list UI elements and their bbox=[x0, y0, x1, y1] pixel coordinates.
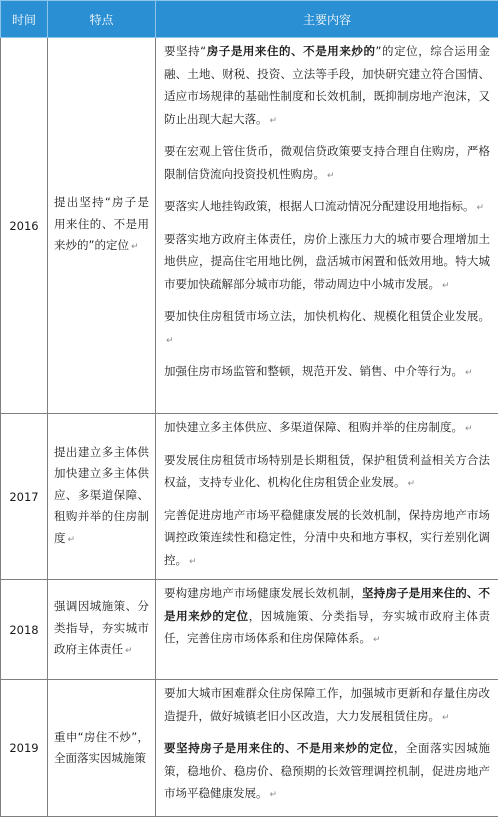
para-text: 要在宏观上管住货币，微观信贷政策要支持合理自住购房，严格限制信贷流向投资投机性购房。 bbox=[164, 144, 490, 181]
feature-cell bbox=[48, 680, 156, 817]
feature-text: 提出建立多主体供加快建立多主体供应、多渠道保障、租购并举的住房制度 bbox=[54, 445, 149, 545]
content-paragraph bbox=[156, 580, 498, 658]
return-mark-icon: ↵ bbox=[408, 479, 416, 489]
feature-text: 重申“房住不炒”，全面落实因城施策 bbox=[54, 730, 149, 766]
para-text: 要加快住房租赁市场立法，加快机构化、规模化租赁企业发展。 bbox=[164, 309, 490, 323]
feature-cell bbox=[48, 38, 156, 414]
content-paragraph bbox=[156, 735, 498, 813]
para-text: 加强住房市场监管和整顿，规范开发、销售、中介等行为。 bbox=[164, 364, 463, 378]
content-paragraph bbox=[156, 358, 498, 391]
table-row bbox=[1, 414, 498, 580]
return-mark-icon: ↵ bbox=[270, 790, 278, 800]
para-text: 要发展住房租赁市场特别是长期租赁，保护租赁利益相关方合法权益，支持专业化、机构化住房租赁企业发展。 bbox=[164, 453, 490, 490]
return-mark-icon: ↵ bbox=[465, 368, 473, 378]
para-bold-text: 房子是用来住的、不是用来炒的 bbox=[206, 44, 375, 58]
content-paragraph bbox=[156, 226, 498, 304]
header-row bbox=[1, 1, 498, 38]
para-text: ，全面落实因城施策，稳地价、稳房价、稳预期的长效管理调控机制，促进房地产市场平稳健康发展。 bbox=[164, 741, 490, 800]
table-row bbox=[1, 680, 498, 817]
feature-cell bbox=[48, 580, 156, 680]
content-paragraph bbox=[156, 38, 498, 138]
para-text: ”的定位，综合运用金融、土地、财税、投资、立法等手段，加快研究建立符合国情、适应市场规律的基础性制度和长效机制，既抑制房地产泡沫，又防止出现大起大落。 bbox=[164, 44, 490, 126]
para-bold-text: 要坚持房子是用来住的、不是用来炒的定位 bbox=[164, 741, 394, 755]
year-cell: 2019 bbox=[1, 680, 48, 817]
para-text: 完善促进房地产市场平稳健康发展的长效机制，保持房地产市场调控政策连续性和稳定性，分清中央和地方事权，实行差别化调控。 bbox=[164, 508, 490, 567]
para-bold-text: 坚持房子是用来住的、不是用来炒的定位 bbox=[164, 586, 490, 623]
feature-text: 强调因城施策、分类指导，夯实城市政府主体责任 bbox=[54, 599, 149, 656]
return-mark-icon: ↵ bbox=[270, 116, 278, 126]
para-text: 加快建立多主体供应、多渠道保障、租购并举的住房制度。 bbox=[164, 420, 463, 434]
return-mark-icon: ↵ bbox=[373, 635, 381, 645]
table-row bbox=[1, 580, 498, 680]
return-mark-icon: ↵ bbox=[477, 203, 485, 213]
content-paragraph bbox=[156, 193, 498, 226]
return-mark-icon: ↵ bbox=[189, 557, 197, 567]
para-text: 要构建房地产市场健康发展长效机制， bbox=[164, 586, 362, 600]
content-cell bbox=[156, 414, 498, 580]
return-mark-icon: ↵ bbox=[68, 535, 76, 545]
para-text: 要落实地方政府主体责任，房价上涨压力大的城市要合理增加土地供应，提高住宅用地比例，盘活城市闲置和低效用地。特大城市要加快疏解部分城市功能，带动周边中小城市发展。 bbox=[164, 232, 490, 291]
para-text: 要坚持“ bbox=[164, 44, 206, 58]
header-time: 时间 bbox=[1, 1, 48, 38]
content-paragraph bbox=[156, 303, 498, 358]
return-mark-icon: ↵ bbox=[442, 281, 450, 291]
header-content: 主要内容 bbox=[156, 1, 498, 38]
para-text: ，因城施策、分类指导，夯实城市政府主体责任，完善住房市场体系和住房保障体系。 bbox=[164, 609, 490, 646]
year-cell: 2017 bbox=[1, 414, 48, 580]
return-mark-icon: ↵ bbox=[166, 336, 174, 346]
content-paragraph bbox=[156, 502, 498, 580]
para-text: 要落实人地挂钩政策，根据人口流动情况分配建设用地指标。 bbox=[164, 199, 475, 213]
header-feature: 特点 bbox=[48, 1, 156, 38]
return-mark-icon: ↵ bbox=[465, 424, 473, 434]
content-cell bbox=[156, 580, 498, 680]
year-cell: 2016 bbox=[1, 38, 48, 414]
content-cell bbox=[156, 38, 498, 414]
table-row bbox=[1, 38, 498, 414]
content-paragraph bbox=[156, 680, 498, 735]
para-text: 要加大城市困难群众住房保障工作，加强城市更新和存量住房改造提升，做好城镇老旧小区改造，大力发展租赁住房。 bbox=[164, 686, 490, 723]
content-paragraph bbox=[156, 447, 498, 502]
year-cell: 2018 bbox=[1, 580, 48, 680]
return-mark-icon: ↵ bbox=[125, 646, 133, 656]
content-paragraph bbox=[156, 414, 498, 447]
return-mark-icon: ↵ bbox=[327, 171, 335, 181]
return-mark-icon: ↵ bbox=[131, 242, 139, 252]
feature-text: 提出坚持“房子是用来住的、不是用来炒的”的定位 bbox=[54, 195, 149, 252]
return-mark-icon: ↵ bbox=[442, 713, 450, 723]
content-paragraph bbox=[156, 138, 498, 193]
feature-cell bbox=[48, 414, 156, 580]
content-cell bbox=[156, 680, 498, 817]
